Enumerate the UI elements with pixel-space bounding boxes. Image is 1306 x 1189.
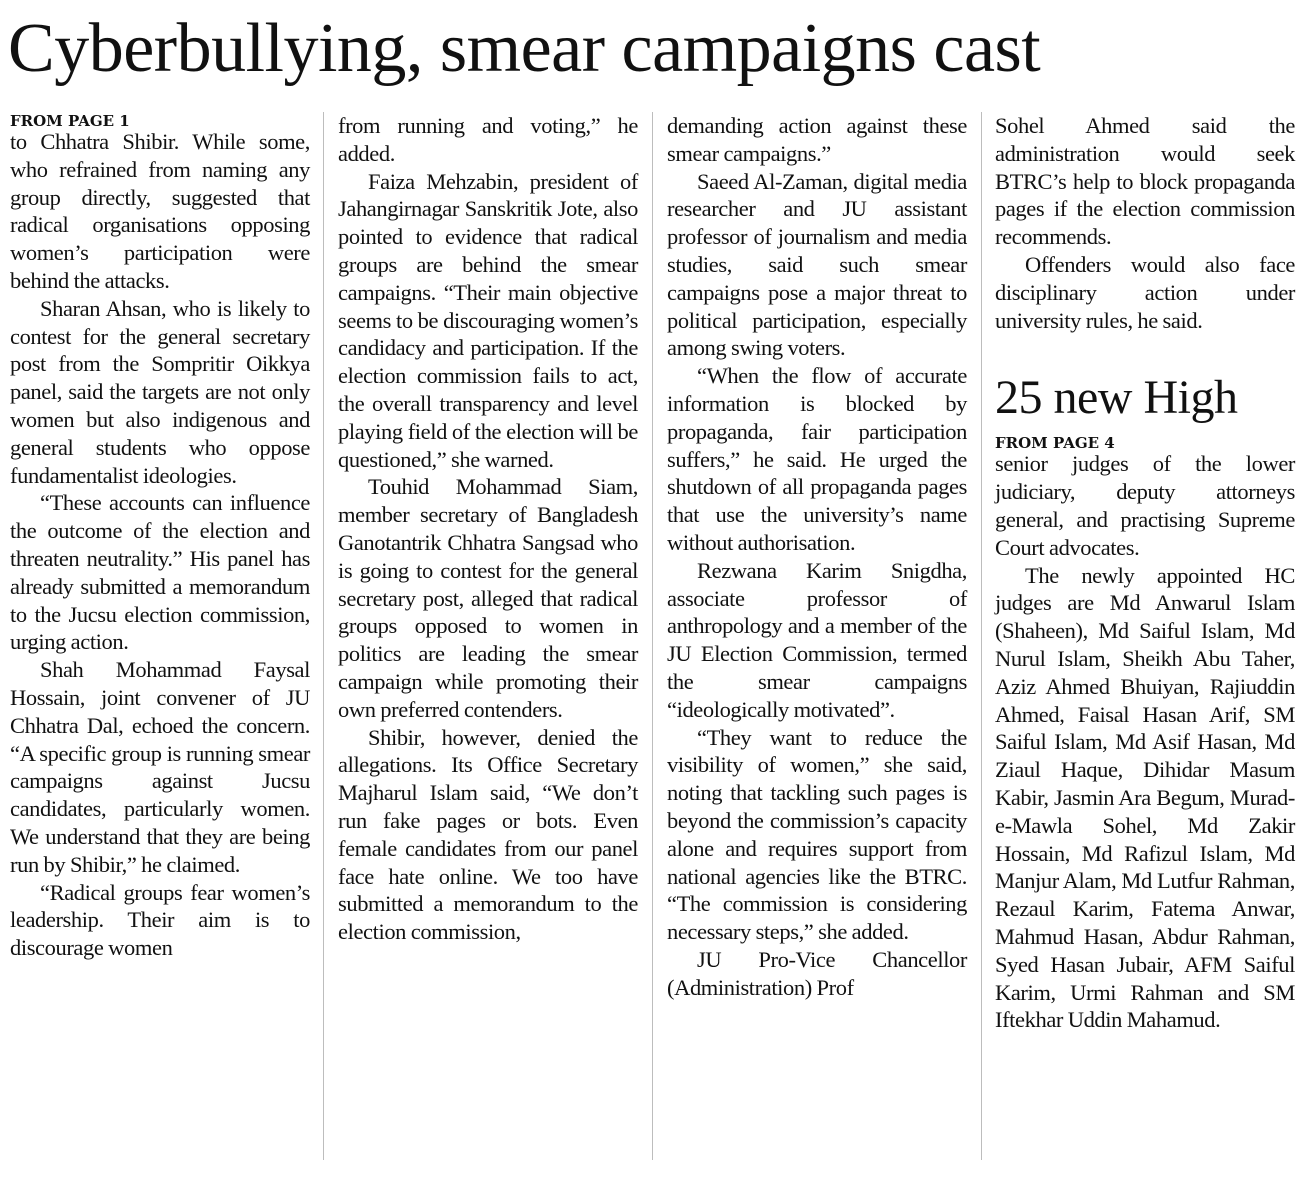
paragraph: Touhid Mohammad Siam, member secretary of Bangladesh Ganotantrik Chhatra Sangsad who is going to contest for the general secretary post, alleged that radical groups opposed to women in politics are leading the smear campaign while promoting their own preferred contenders. [338, 474, 638, 722]
paragraph: The newly appointed HC judges are Md Anwarul Islam (Shaheen), Md Saiful Islam, Md Nurul Islam, Sheikh Abu Taher, Aziz Ahmed Bhuiyan, Rajiuddin Ahmed, Faisal Hasan Arif, SM Saiful Islam, Md Asif Hasan, Md Ziaul Haque, Dihidar Masum Kabir, Jasmin Ara Begum, Murad-e-Mawla Sohel, Md Zakir Hossain, Md Rafizul Islam, Md Manjur Alam, Md Lutfur Rahman, Rezaul Karim, Fatema Anwar, Mahmud Hasan, Abdur Rahman, Syed Hasan Jubair, AFM Saiful Karim, Urmi Rahman and SM Iftekhar Uddin Mahamud. [995, 562, 1295, 1033]
paragraph: Sohel Ahmed said the administration would seek BTRC’s help to block propaganda pages if the election commission recommends. [995, 113, 1295, 250]
paragraph: Saeed Al-Zaman, digital media researcher and JU assistant professor of journalism and media studies, said such smear campaigns pose a major threat to political participation, especially among swing voters. [667, 168, 967, 361]
paragraph: “They want to reduce the visibility of women,” she said, noting that tackling such pages is beyond the commission’s capacity alone and requires support from national agencies like the BTRC. “The commission is considering necessary steps,” she added. [667, 724, 967, 945]
jump-line: FROM PAGE 4 [995, 434, 1115, 453]
paragraph: “Radical groups fear women’s leadership. Their aim is to discourage women [10, 879, 310, 961]
paragraph: demanding action against these smear campaigns.” [667, 113, 967, 166]
column-divider [652, 112, 653, 1160]
paragraph: senior judges of the lower judiciary, deputy attorneys general, and practising Supreme Court advocates. [995, 451, 1295, 560]
main-headline: Cyberbullying, smear campaigns cast [8, 10, 1041, 87]
column-divider [981, 112, 982, 1160]
paragraph: JU Pro-Vice Chancellor (Administration) Prof [667, 946, 967, 1000]
paragraph: Shah Mohammad Faysal Hossain, joint convener of JU Chhatra Dal, echoed the concern. “A specific group is running smear campaigns against Jucsu candidates, particularly women. We understand that they are being run by Shibir,” he claimed. [10, 657, 310, 877]
second-article-headline: 25 new High [995, 371, 1238, 425]
article-column-2 [338, 112, 638, 946]
paragraph: from running and voting,” he added. [338, 113, 638, 166]
paragraph: Faiza Mehzabin, president of Jahangirnagar Sanskritik Jote, also pointed to evidence that radical groups are behind the smear campaigns. “Their main objective seems to be discouraging women’s candidacy and participation. If the election commission fails to act, the overall transparency and level playing field of the election will be questioned,” she warned. [338, 168, 638, 472]
paragraph: to Chhatra Shibir. While some, who refrained from naming any group directly, suggested that radical organisations opposing women’s participation were behind the attacks. [10, 129, 310, 293]
article-column-3 [667, 112, 967, 1002]
paragraph: “When the flow of accurate information is blocked by propaganda, fair participation suffers,” he said. He urged the shutdown of all propaganda pages that use the university’s name without authorisation. [667, 363, 967, 555]
article-column-1 [10, 112, 310, 962]
paragraph: Shibir, however, denied the allegations. Its Office Secretary Majharul Islam said, “We don’t run fake pages or bots. Even female candidates from our panel face hate online. We too have submitted a memorandum to the election commission, [338, 724, 638, 945]
jump-line: FROM PAGE 1 [10, 112, 130, 130]
paragraph: “These accounts can influence the outcome of the election and threaten neutrality.” His panel has already submitted a memorandum to the Jucsu election commission, urging action. [10, 490, 310, 655]
column-divider [323, 112, 324, 1160]
paragraph: Sharan Ahsan, who is likely to contest for the general secretary post from the Sompritir Oikkya panel, said the targets are not only women but also indigenous and general students who oppose fundamentalist ideologies. [10, 295, 310, 488]
article-column-4 [995, 112, 1295, 1034]
paragraph: Offenders would also face disciplinary action under university rules, he said. [995, 251, 1295, 333]
paragraph: Rezwana Karim Snigdha, associate professor of anthropology and a member of the JU Election Commission, termed the smear campaigns “ideologically motivated”. [667, 557, 967, 722]
